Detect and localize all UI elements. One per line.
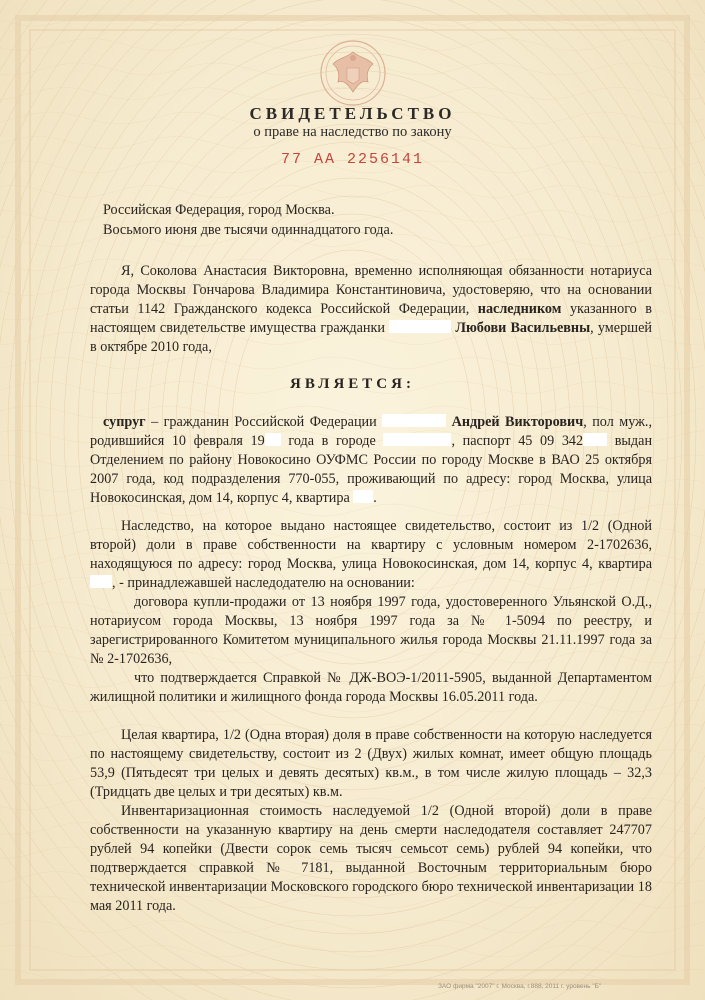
date-line: Восьмого июня две тысячи одиннадцатого года. <box>103 222 394 238</box>
serial-number: 77 АА 2256141 <box>280 151 425 168</box>
place-line: Российская Федерация, город Москва. <box>103 202 335 218</box>
heading-is: ЯВЛЯЕТСЯ: <box>290 376 415 392</box>
document-subtitle: о праве на наследство по закону <box>253 124 452 140</box>
spouse-role: супруг <box>103 414 146 430</box>
redacted-birth-city <box>383 433 451 446</box>
intro-paragraph <box>90 262 652 357</box>
redacted-spouse-surname <box>382 414 446 427</box>
spouse-lead: – гражданин Российской Федерации <box>145 414 377 430</box>
estate-paragraph: Наследство, на которое выдано настоящее свидетельство, состоит из 1/2 (Одной второй) доли в праве собственности на квартиру с условным номером 2-1702636, находящуюся по адресу: город Москва, улица Новокосинская, дом 14, корпус 4, квартира , - принадлежавшей наследодателю на основании: <box>90 518 653 591</box>
passport-number-start: 342 <box>561 433 584 449</box>
apartment-paragraph: Целая квартира, 1/2 (Одна вторая) доля в праве собственности на которую наследуется по настоящему свидетельству, состоит из 2 (Двух) жилых комнат, имеет общую площадь 53,9 (Пятьдесят три целых и девять десятых) кв.м., в том числе жилую площадь – 32,3 (Тридцать две целых и три десятых) кв.м. <box>90 727 652 800</box>
coat-of-arms-emblem <box>318 38 388 108</box>
redacted-passport-number <box>583 433 607 446</box>
heir-word: наследником <box>477 301 562 317</box>
intro-tail: , умершей в октябре 2010 года, <box>90 320 652 355</box>
redacted-birth-year <box>265 433 281 446</box>
spouse-name: Андрей Викторович <box>451 414 584 430</box>
spouse-birth-city-lead: года в городе <box>280 433 376 449</box>
redacted-estate-apartment <box>90 575 112 588</box>
spouse-passport: , паспорт 45 09 <box>451 433 555 449</box>
intro-text: Я, Соколова Анастасия Викторовна, временно исполняющая обязанности нотариуса города Москвы Гончарова Владимира Константиновича, удостоверяю, что на основании статьи 1142 Гражданского кодекса Российской Федерации, <box>90 263 652 317</box>
intro-middle: указанного в настоящем свидетельстве имущества гражданки <box>90 301 652 336</box>
spouse-birth: пол муж., родившийся 10 февраля 19 <box>90 414 653 449</box>
valuation-paragraph: Инвентаризационная стоимость наследуемой 1/2 (Одной второй) доли в праве собственности на указанную квартиру на день смерти наследодателя составляет 247707 рублей 94 копейки (Двести сорок семь тысяч семьсот семь) рублей 94 копейки, что подтверждается справкой № 7181, выданной Восточным территориальным бюро технической инвентаризации Московского городского бюро технической инвентаризации 18 мая 2011 года. <box>90 803 652 914</box>
estate-basis: - принадлежавшей наследодателю на основании: <box>115 575 415 591</box>
confirm-paragraph: что подтверждается Справкой № ДЖ-ВОЭ-1/2011-5905, выданной Департаментом жилищной политики и жилищного фонда города Москвы 16.05.2011 года. <box>90 670 652 705</box>
spouse-passport-details: выдан Отделением по району Новокосино ОУФМС России по городу Москве в ВАО 25 октября 2007 года, код подразделения 770-055, проживающий по адресу: город Москва, улица Новокосинская, дом 14, корпус 4, квартира <box>90 433 653 506</box>
estate-address-end: корпус 4, квартира <box>535 556 653 572</box>
contract-paragraph: договора купли-продажи от 13 ноября 1997 года, удостоверенного Ульянской О.Д., нотариусом города Москвы, 13 ноября 1997 года за № 1-5094 по реестру, и зарегистрированного Комитетом муниципального жилья города Москвы 21.11.1997 года за № 2-1702636, <box>90 594 652 667</box>
document-title: СВИДЕТЕЛЬСТВО <box>249 104 456 123</box>
form-footer-imprint: ЗАО фирма "2007" г. Москва, г.888, 2011 г. уровень "Б" <box>438 983 602 990</box>
redacted-surname <box>389 320 451 333</box>
redacted-apartment-number <box>353 490 373 503</box>
spouse-paragraph: супруг – гражданин Российской Федерации Андрей Викторович, пол муж., родившийся 10 февраля 19 года в городе , паспорт 45 09 342 выдан Отделением по району Новокосино ОУФМС России по городу Москве в ВАО 25 октября 2007 года, код подразделения 770-055, проживающий по адресу: город Москва, улица Новокосинская, дом 14, корпус 4, квартира . <box>90 414 653 506</box>
deceased-name: Любови Васильевны <box>455 320 591 336</box>
estate-text: Наследство, на которое выдано настоящее свидетельство, состоит из 1/2 (Одной второй) доли в праве собственности на квартиру с условным номером 2-1702636, находящуюся по адресу: город Москва, улица Новокосинская, дом 14, <box>90 518 652 572</box>
